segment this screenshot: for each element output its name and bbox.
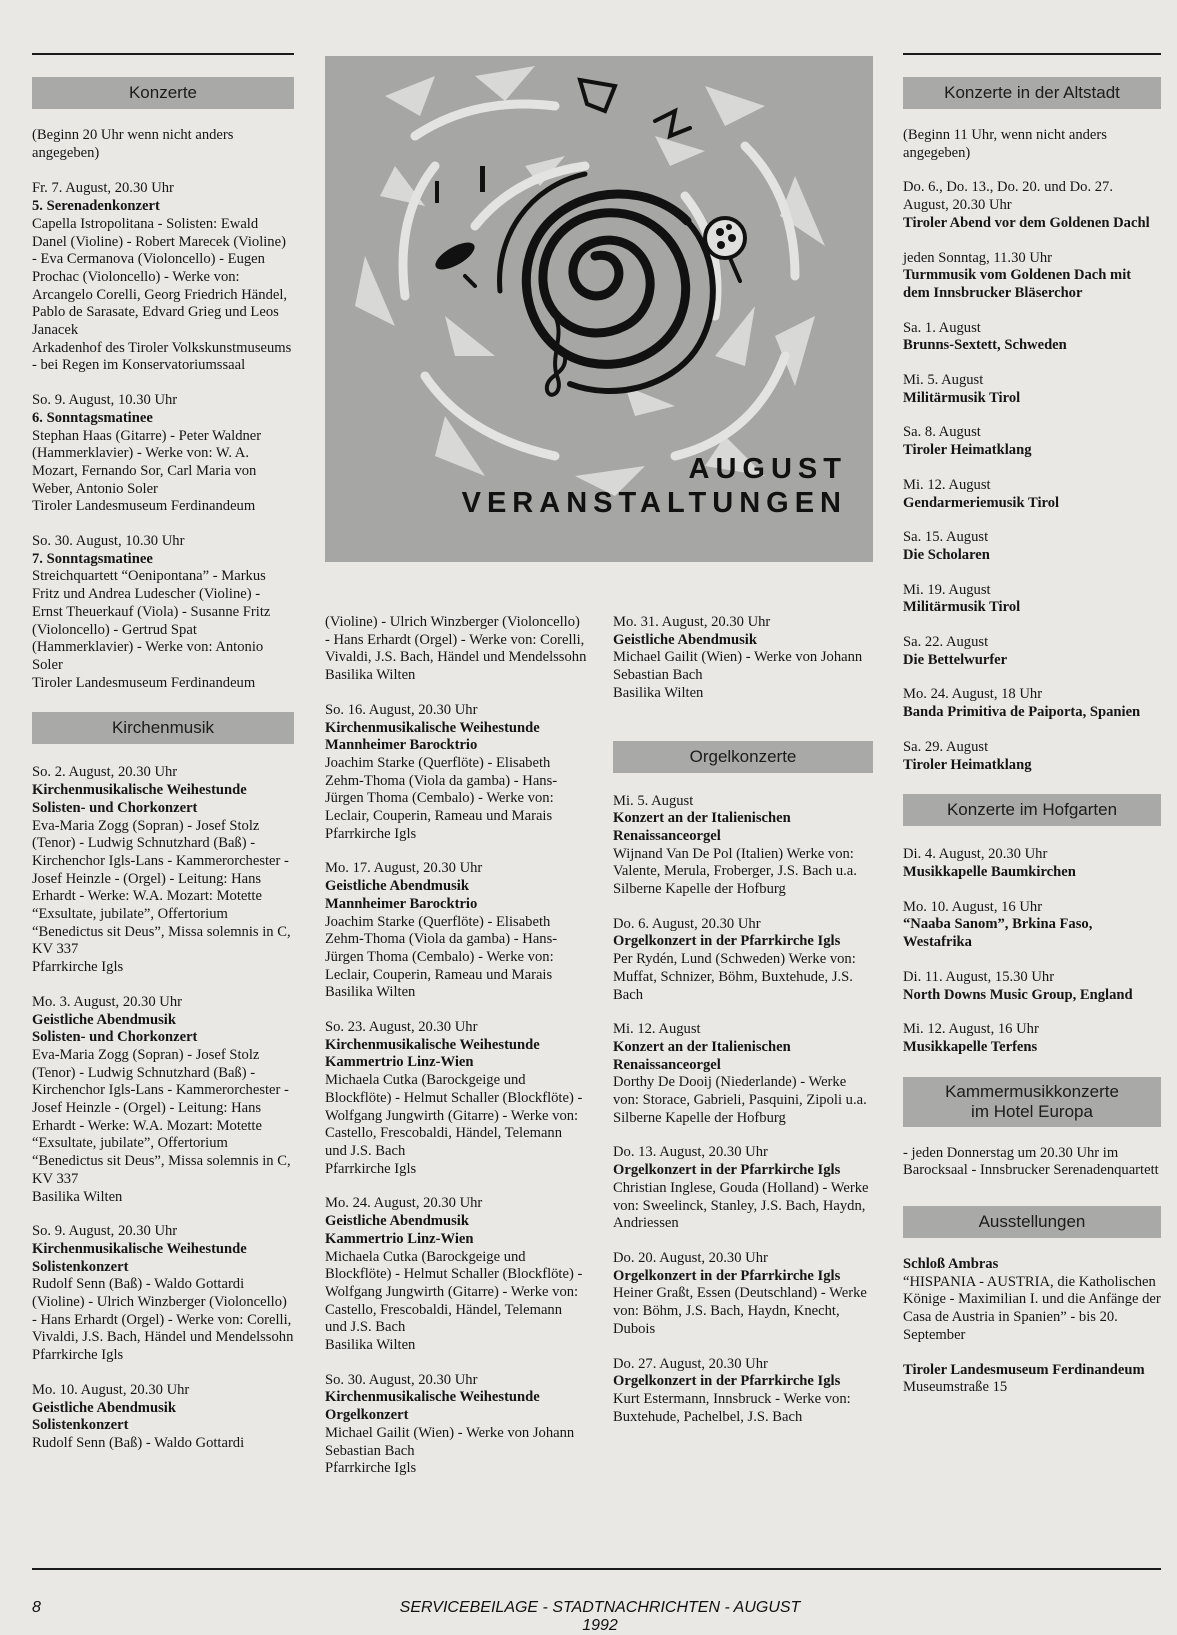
event-title: Kirchenmusikalische Weihestunde [325, 719, 540, 736]
event-body: Per Rydén, Lund (Schweden) Werke von: Muffat, Schnizer, Böhm, Buxtehude, J.S. Bach [613, 951, 856, 1003]
event-title: “Naaba Sanom”, Brkina Faso, Westafrika [903, 916, 1093, 951]
event-altstadt-1 [903, 179, 1161, 232]
event-title: Banda Primitiva de Paiporta, Spanien [903, 704, 1141, 721]
event-date: Mo. 3. August, 20.30 Uhr [32, 993, 182, 1010]
event-title: Musikkapelle Terfens [903, 1038, 1038, 1055]
event-orgel-3 [613, 1021, 873, 1127]
event-venue: Pfarrkirche Igls [325, 1160, 417, 1177]
footer-text: SERVICEBEILAGE - STADTNACHRICHTEN - AUGUST 1992 [399, 1599, 801, 1634]
event-body: Joachim Starke (Querflöte) - Elisabeth Zehm-Thoma (Viola da gamba) - Hans-Jürgen Thoma (Cembalo) - Werke von: Leclair, Couperin, Rameau und Marais [325, 913, 558, 983]
event-body: Michaela Cutka (Barockgeige und Blockflöte) - Helmut Schaller (Blockflöte) - Wolfgang Jungwirth (Gitarre) - Werke von: Castello, Frescobaldi, Händel, Telemann und J.S. Bach [325, 1248, 583, 1336]
exhibition-2 [903, 1362, 1161, 1397]
event-venue: Basilika Wilten [325, 667, 416, 684]
event-date: Mi. 12. August, 16 Uhr [903, 1021, 1039, 1038]
event-venue: Basilika Wilten [325, 984, 416, 1001]
event-date: Do. 6. August, 20.30 Uhr [613, 915, 761, 932]
poster-title-line1: AUGUST [688, 453, 847, 485]
event-venue: Basilika Wilten [613, 684, 704, 701]
event-date: Sa. 1. August [903, 319, 981, 336]
event-middle-4 [325, 1195, 587, 1354]
event-hofgarten-4 [903, 1021, 1161, 1056]
event-kirche-4 [32, 1382, 294, 1453]
event-body: Michael Gailit (Wien) - Werke von Johann Sebastian Bach [613, 649, 863, 684]
event-subtitle: Kammertrio Linz-Wien [325, 1230, 474, 1247]
event-hofgarten-3 [903, 969, 1161, 1004]
section-header-hofgarten: Konzerte im Hofgarten [903, 794, 1161, 826]
event-kirche-1 [32, 764, 294, 976]
event-body: Michaela Cutka (Barockgeige und Blockflöte) - Helmut Schaller (Blockflöte) - Wolfgang Jungwirth (Gitarre) - Werke von: Castello, Frescobaldi, Händel, Telemann und J.S. Bach [325, 1072, 583, 1159]
event-title: 5. Serenadenkonzert [32, 198, 160, 215]
exhibition-body: “HISPANIA - AUSTRIA, die Katholischen Könige - Maximilian I. und die Anfänge der Casa de Austria in Spanien” - bis 20. September [903, 1273, 1161, 1343]
event-kirche-2 [32, 994, 294, 1206]
event-venue: Basilika Wilten [325, 1337, 416, 1354]
event-hofgarten-1 [903, 846, 1161, 881]
event-konzert-1 [32, 180, 294, 375]
event-title: Gendarmeriemusik Tirol [903, 494, 1060, 511]
event-date: Mo. 24. August, 18 Uhr [903, 686, 1043, 703]
event-middle-3 [325, 1019, 587, 1178]
event-date: So. 30. August, 20.30 Uhr [325, 1371, 478, 1388]
event-date: Do. 20. August, 20.30 Uhr [613, 1249, 768, 1266]
event-subtitle: Solisten- und Chorkonzert [32, 799, 198, 816]
event-venue: Pfarrkirche Igls [32, 959, 124, 976]
event-date: jeden Sonntag, 11.30 Uhr [903, 249, 1053, 266]
event-body: Christian Inglese, Gouda (Holland) - Werke von: Sweelinck, Stanley, J.S. Bach, Haydn, Andriessen [613, 1179, 869, 1232]
event-date: Mi. 12. August [613, 1021, 701, 1038]
event-title: Militärmusik Tirol [903, 599, 1021, 616]
section-header-ausstellungen: Ausstellungen [903, 1206, 1161, 1238]
event-konzert-3 [32, 533, 294, 692]
event-date: Sa. 8. August [903, 424, 981, 441]
section-header-orgelkonzerte: Orgelkonzerte [613, 741, 873, 773]
event-title: North Downs Music Group, England [903, 986, 1133, 1003]
event-subtitle: Mannheimer Barocktrio [325, 895, 478, 912]
event-venue: Pfarrkirche Igls [325, 1460, 417, 1477]
event-date: So. 30. August, 10.30 Uhr [32, 533, 185, 550]
right-column [903, 77, 1161, 1397]
event-date: Do. 27. August, 20.30 Uhr [613, 1355, 768, 1372]
event-venue: Silberne Kapelle der Hofburg [613, 1109, 786, 1126]
event-title: Orgelkonzert in der Pfarrkirche Igls [613, 933, 841, 950]
right-middle-column [613, 614, 873, 1426]
event-subtitle: Solistenkonzert [32, 1417, 129, 1434]
exhibition-body: Museumstraße 15 [903, 1379, 1008, 1396]
event-date: Mo. 31. August, 20.30 Uhr [613, 614, 771, 630]
event-rm-first [613, 614, 873, 703]
section-header-konzerte: Konzerte [32, 77, 294, 109]
event-orgel-2 [613, 916, 873, 1005]
event-body: Kurt Estermann, Innsbruck - Werke von: Buxtehude, Pachelbel, J.S. Bach [613, 1390, 851, 1425]
event-orgel-6 [613, 1356, 873, 1427]
page-number: 8 [32, 1599, 41, 1616]
event-title: Brunns-Sextett, Schweden [903, 337, 1067, 354]
event-title: 7. Sonntagsmatinee [32, 550, 153, 567]
event-altstadt-3 [903, 320, 1161, 355]
event-title: Geistliche Abendmusik [325, 878, 469, 895]
event-venue: Basilika Wilten [32, 1188, 123, 1205]
exhibition-1 [903, 1256, 1161, 1345]
event-date: Mo. 24. August, 20.30 Uhr [325, 1195, 483, 1212]
event-body: Dorthy De Dooij (Niederlande) - Werke von: Storace, Gabrieli, Pasquini, Zipoli u.a. [613, 1074, 867, 1109]
event-subtitle: Orgelkonzert [325, 1407, 409, 1424]
event-date: Mi. 5. August [903, 372, 984, 389]
event-date: Di. 4. August, 20.30 Uhr [903, 846, 1048, 863]
konzerte-note: (Beginn 20 Uhr wenn nicht anders angegeben) [32, 127, 234, 161]
event-title: Geistliche Abendmusik [613, 631, 757, 648]
top-rule-left [32, 53, 294, 55]
event-body: Heiner Graßt, Essen (Deutschland) - Werke von: Böhm, J.S. Bach, Haydn, Knecht, Dubois [613, 1285, 867, 1337]
event-title: Kirchenmusikalische Weihestunde [325, 1389, 540, 1406]
event-date: Mi. 5. August [613, 792, 694, 809]
event-venue: Pfarrkirche Igls [32, 1347, 124, 1364]
event-title: Orgelkonzert in der Pfarrkirche Igls [613, 1373, 841, 1390]
event-title: Kirchenmusikalische Weihestunde [32, 782, 247, 799]
event-title: Geistliche Abendmusik [325, 1213, 469, 1230]
event-title: Tiroler Abend vor dem Goldenen Dachl [903, 214, 1150, 231]
event-continuation [325, 614, 587, 685]
event-orgel-1 [613, 793, 873, 899]
poster-title-line2: VERANSTALTUNGEN [461, 487, 847, 519]
event-altstadt-2 [903, 250, 1161, 303]
poster-image [325, 56, 873, 562]
event-title: Kirchenmusikalische Weihestunde [325, 1036, 540, 1053]
event-title: Konzert an der Italienischen Renaissanceorgel [613, 1038, 791, 1073]
event-date: So. 2. August, 20.30 Uhr [32, 764, 178, 781]
event-body: Stephan Haas (Gitarre) - Peter Waldner (Hammerklavier) - Werke von: W. A. Mozart, Fernando Sor, Carl Maria von Weber, Antonio Soler [32, 427, 262, 497]
event-title: Orgelkonzert in der Pfarrkirche Igls [613, 1162, 841, 1179]
event-venue: Tiroler Landesmuseum Ferdinandeum [32, 674, 256, 691]
event-altstadt-8 [903, 582, 1161, 617]
event-title: Geistliche Abendmusik [32, 1011, 176, 1028]
event-title: Die Scholaren [903, 546, 990, 563]
event-orgel-4 [613, 1144, 873, 1233]
event-body: Eva-Maria Zogg (Sopran) - Josef Stolz (Tenor) - Ludwig Schnutzhard (Baß) - Kirchenchor Igls-Lans - Kammerorchester - Josef Heinzle - (Orgel) - Leitung: Hans Erhardt - Werke: W.A. Mozart: Motette “Exsultate, jubilate”, Offertorium “Benedictus sit Deus”, Missa solemnis in C, KV 337 [32, 817, 291, 958]
event-kirche-3 [32, 1223, 294, 1365]
event-title: Tiroler Heimatklang [903, 756, 1032, 773]
event-body: Rudolf Senn (Baß) - Waldo Gottardi (Violine) - Ulrich Winzberger (Violoncello) - Hans Erhardt (Orgel) - Werke von: Corelli, Vivaldi, J.S. Bach, Händel und Mendelssohn [32, 1276, 294, 1346]
event-title: Orgelkonzert in der Pfarrkirche Igls [613, 1267, 841, 1284]
event-title: Militärmusik Tirol [903, 389, 1021, 406]
event-body: (Violine) - Ulrich Winzberger (Violoncello) - Hans Erhardt (Orgel) - Werke von: Corelli, Vivaldi, J.S. Bach, Händel und Mendelssohn [325, 614, 587, 666]
event-date: Sa. 22. August [903, 634, 989, 651]
event-date: So. 9. August, 10.30 Uhr [32, 392, 178, 409]
event-body: Capella Istropolitana - Solisten: Ewald Danel (Violine) - Robert Marecek (Violine) - Eva Cermanova (Violoncello) - Eugen Prochac (Violoncello) - Werke von: Arcangelo Corelli, Georg Friedrich Händel, Pablo de Sarasate, Edvard Grieg und Leos Janacek [32, 215, 288, 339]
event-body: Joachim Starke (Querflöte) - Elisabeth Zehm-Thoma (Viola da gamba) - Hans-Jürgen Thoma (Cembalo) - Werke von: Leclair, Couperin, Rameau und Marais [325, 754, 558, 825]
kammermusik-body: - jeden Donnerstag um 20.30 Uhr im Barocksaal - Innsbrucker Serenadenquartett [903, 1144, 1159, 1179]
event-date: Fr. 7. August, 20.30 Uhr [32, 180, 174, 197]
event-date: Do. 13. August, 20.30 Uhr [613, 1144, 768, 1161]
event-venue: Silberne Kapelle der Hofburg [613, 881, 786, 898]
event-title: Musikkapelle Baumkirchen [903, 863, 1076, 880]
altstadt-note: (Beginn 11 Uhr, wenn nicht anders angegeben) [903, 127, 1107, 161]
event-date: Mo. 17. August, 20.30 Uhr [325, 860, 483, 877]
section-header-altstadt: Konzerte in der Altstadt [903, 77, 1161, 109]
event-altstadt-5 [903, 424, 1161, 459]
event-date: So. 9. August, 20.30 Uhr [32, 1223, 178, 1240]
event-konzert-2 [32, 392, 294, 516]
event-body: Rudolf Senn (Baß) - Waldo Gottardi [32, 1435, 245, 1451]
event-subtitle: Mannheimer Barocktrio [325, 737, 478, 754]
exhibition-title: Tiroler Landesmuseum Ferdinandeum [903, 1361, 1145, 1378]
event-altstadt-10 [903, 686, 1161, 721]
event-date: Sa. 15. August [903, 529, 989, 546]
event-title: Geistliche Abendmusik [32, 1399, 176, 1416]
event-altstadt-4 [903, 372, 1161, 407]
event-orgel-5 [613, 1250, 873, 1339]
event-body: Streichquartett “Oenipontana” - Markus Fritz und Andrea Ludescher (Violine) - Ernst Theuerkauf (Viola) - Susanne Fritz (Violoncello) - Gertrud Spat (Hammerklavier) - Werke von: Antonio Soler [32, 568, 271, 673]
event-title: Tiroler Heimatklang [903, 442, 1032, 459]
event-altstadt-9 [903, 634, 1161, 669]
event-middle-5 [325, 1372, 587, 1478]
event-title: Konzert an der Italienischen Renaissanceorgel [613, 810, 791, 844]
event-date: Mi. 12. August [903, 476, 991, 493]
event-date: So. 23. August, 20.30 Uhr [325, 1019, 478, 1036]
event-title: Kirchenmusikalische Weihestunde [32, 1240, 247, 1257]
event-altstadt-7 [903, 529, 1161, 564]
event-hofgarten-2 [903, 899, 1161, 952]
event-date: Mi. 19. August [903, 581, 991, 598]
event-subtitle: Solistenkonzert [32, 1258, 129, 1275]
event-subtitle: Kammertrio Linz-Wien [325, 1054, 474, 1071]
event-middle-1 [325, 702, 587, 844]
event-date: Mo. 10. August, 16 Uhr [903, 898, 1043, 915]
bottom-rule [32, 1568, 1161, 1570]
event-body: Michael Gailit (Wien) - Werke von Johann Sebastian Bach [325, 1424, 575, 1459]
event-body: Eva-Maria Zogg (Sopran) - Josef Stolz (Tenor) - Ludwig Schnutzhard (Baß) - Kirchenchor Igls-Lans - Kammerorchester - Josef Heinzle - (Orgel) - Leitung: Hans Erhardt - Werke: W.A. Mozart: Motette “Exsultate, jubilate”, Offertorium “Benedictus sit Deus”, Missa solemnis in C, KV 337 [32, 1046, 291, 1187]
event-middle-2 [325, 860, 587, 1002]
kammermusik-title-line2: im Hotel Europa [971, 1101, 1093, 1121]
event-date: Sa. 29. August [903, 738, 989, 755]
top-rule-right [903, 53, 1161, 55]
event-date: Mo. 10. August, 20.30 Uhr [32, 1381, 190, 1398]
section-header-kirchenmusik: Kirchenmusik [32, 712, 294, 744]
kammermusik-title-line1: Kammermusikkonzerte [945, 1081, 1119, 1101]
event-venue: Arkadenhof des Tiroler Volkskunstmuseums - bei Regen im Konservatoriumssaal [32, 339, 292, 374]
event-body: Wijnand Van De Pol (Italien) Werke von: Valente, Merula, Froberger, J.S. Bach u.a. [613, 845, 857, 880]
event-altstadt-6 [903, 477, 1161, 512]
event-date: So. 16. August, 20.30 Uhr [325, 701, 478, 718]
event-venue: Pfarrkirche Igls [325, 825, 417, 842]
exhibition-title: Schloß Ambras [903, 1256, 999, 1273]
event-title: Die Bettelwurfer [903, 651, 1008, 668]
event-title: Turmmusik vom Goldenen Dach mit dem Innsbrucker Bläserchor [903, 267, 1132, 301]
event-subtitle: Solisten- und Chorkonzert [32, 1029, 198, 1046]
event-title: 6. Sonntagsmatinee [32, 409, 153, 426]
event-venue: Tiroler Landesmuseum Ferdinandeum [32, 498, 256, 515]
event-date: Do. 6., Do. 13., Do. 20. und Do. 27. August, 20.30 Uhr [903, 179, 1113, 214]
event-altstadt-11 [903, 739, 1161, 774]
section-header-kammermusik [903, 1077, 1161, 1127]
left-column [32, 77, 294, 1453]
event-date: Di. 11. August, 15.30 Uhr [903, 968, 1055, 985]
middle-column [325, 614, 587, 1478]
